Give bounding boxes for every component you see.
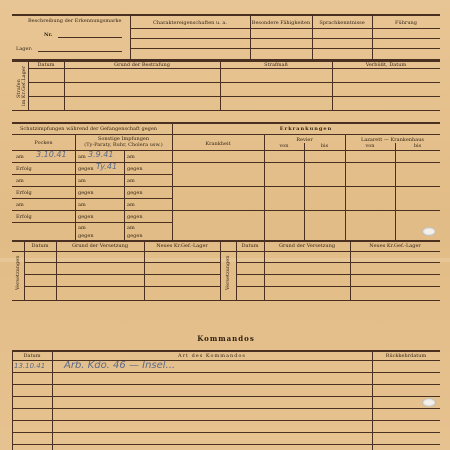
rule xyxy=(144,240,145,300)
punish-penalty-header: Strafmaß xyxy=(264,62,288,68)
rule xyxy=(24,286,220,287)
vacc-row-label: am xyxy=(16,202,24,208)
vacc-row-label: Erfolg xyxy=(16,190,32,196)
rule xyxy=(236,274,440,275)
languages-header: Sprachkenntnisse xyxy=(319,20,365,26)
rule xyxy=(236,286,440,287)
nr-label: Nr. xyxy=(44,32,53,38)
rule xyxy=(350,240,351,300)
rule xyxy=(12,408,440,409)
vacc-row-label: Erfolg xyxy=(16,214,32,220)
hospital-header: Lazarett — Krankenhaus xyxy=(361,137,424,143)
rule xyxy=(12,198,172,199)
transfer-reason-header: Grund der Versetzung xyxy=(71,243,129,249)
kommando-first-entry: Arb. Kdo. 46 — Insel... xyxy=(64,360,176,371)
vacc-other-value: 3.9.41 xyxy=(88,150,114,159)
vacc-other-prefix: gegen xyxy=(78,214,94,220)
transfer-camp-header: Neues Kr.Gef.-Lager xyxy=(156,243,208,249)
conduct-header: Führung xyxy=(395,20,417,26)
transfers-side-label-left: Versetzungen xyxy=(15,255,21,290)
vacc-right-label: am xyxy=(127,202,135,208)
kommando-first-date: 13.10.41 xyxy=(14,362,46,370)
rule xyxy=(236,240,237,300)
rule xyxy=(372,350,373,450)
rule xyxy=(124,150,125,240)
rule xyxy=(24,240,25,300)
sickbay-from: von xyxy=(279,143,289,149)
vacc-row-label: am xyxy=(16,154,24,160)
rule xyxy=(12,14,440,16)
rule xyxy=(24,274,220,275)
rule xyxy=(12,186,440,187)
vacc-other-prefix: gegen xyxy=(78,190,94,196)
kommando-return-header: Rückkehrdatum xyxy=(385,353,427,359)
vacc-other-prefix: am xyxy=(78,202,86,208)
rule xyxy=(12,396,440,397)
camp-label: Lager: xyxy=(16,46,33,52)
rule xyxy=(264,134,265,240)
punch-hole xyxy=(422,227,436,236)
rule xyxy=(28,82,440,83)
transfers-side-label-right: Versetzungen xyxy=(225,255,231,290)
punish-date-header: Datum xyxy=(37,62,55,68)
rule xyxy=(172,122,173,240)
hospital-to: bis xyxy=(413,143,422,149)
hospital-from: von xyxy=(365,143,375,149)
sickbay-to: bis xyxy=(320,143,329,149)
rule xyxy=(12,110,440,111)
rule xyxy=(12,210,440,211)
vacc-right-label: gegen xyxy=(127,166,143,172)
ident-desc-label: Beschreibung der Erkennungsmarke xyxy=(28,18,122,24)
punishments-side-label: Strafen xyxy=(16,79,22,98)
rule xyxy=(130,28,440,29)
camp-line xyxy=(38,51,122,52)
transfer-date-header: Datum xyxy=(31,243,49,249)
punish-served-header: Verbüßt, Datum xyxy=(365,62,407,68)
kommando-date-header: Datum xyxy=(23,353,41,359)
vacc-other-prefix: am xyxy=(78,178,86,184)
vacc-right-label: am xyxy=(127,154,135,160)
sickbay-header: Revier xyxy=(296,137,313,143)
vacc-row-label: am xyxy=(16,178,24,184)
illness-title: Erkrankungen xyxy=(279,126,333,132)
rule xyxy=(12,300,440,301)
abilities-header: Besondere Fähigkeiten xyxy=(251,20,311,26)
vacc-pox-date: 3.10.41 xyxy=(36,150,67,159)
vacc-title: Schutzimpfungen während der Gefangenschaft gegen xyxy=(20,126,158,132)
rule xyxy=(264,240,265,300)
rule xyxy=(12,350,440,352)
vacc-right-label: am xyxy=(127,225,135,231)
rule xyxy=(52,350,53,450)
nr-line xyxy=(58,37,122,38)
rule xyxy=(12,174,172,175)
vacc-other-prefix: am xyxy=(78,225,86,231)
vacc-other-prefix: gegen xyxy=(78,166,94,172)
rule xyxy=(12,222,172,223)
rule xyxy=(28,68,440,69)
vacc-pox-header: Pocken xyxy=(34,140,53,146)
rule xyxy=(345,134,346,240)
rule xyxy=(12,420,440,421)
rule xyxy=(304,143,305,240)
rule xyxy=(395,143,396,240)
rule xyxy=(12,134,440,135)
rule xyxy=(75,134,76,240)
vacc-other-header: Sonstige Impfungen xyxy=(97,136,150,142)
rule xyxy=(28,96,440,97)
rule xyxy=(24,262,220,263)
vacc-other-prefix: am xyxy=(78,154,86,160)
rule xyxy=(236,262,440,263)
vacc-right-label: gegen xyxy=(127,214,143,220)
rule xyxy=(56,240,57,300)
vacc-right-label: am xyxy=(127,178,135,184)
transfer-reason-header-2: Grund der Versetzung xyxy=(278,243,336,249)
illness-col-header: Krankheit xyxy=(205,141,231,147)
vacc-right-label: gegen xyxy=(127,233,143,239)
character-header: Charaktereigenschaften u. a. xyxy=(153,20,227,26)
punish-reason-header: Grund der Bestrafung xyxy=(114,62,170,68)
vacc-other-value: Ty.41 xyxy=(96,162,118,171)
vacc-right-label: gegen xyxy=(127,190,143,196)
rule xyxy=(220,240,221,300)
rule xyxy=(12,150,440,151)
vacc-row-label: Erfolg xyxy=(16,166,32,172)
rule xyxy=(12,122,440,124)
transfer-camp-header-2: Neues Kr.Gef.-Lager xyxy=(369,243,421,249)
rule xyxy=(12,162,440,163)
punishments-side-label-2: im Kr.Gef.Lager xyxy=(21,65,27,106)
rule xyxy=(12,444,440,445)
rule xyxy=(12,251,440,252)
rule xyxy=(12,240,440,242)
kommandos-title: Kommandos xyxy=(197,334,255,343)
punch-hole xyxy=(422,398,436,407)
rule xyxy=(130,48,440,49)
rule xyxy=(12,432,440,433)
vacc-other-sub: (Ty-Paraty, Ruhr, Cholera usw.) xyxy=(84,142,163,148)
rule xyxy=(130,38,440,39)
kommando-type-header: Art des Kommandos xyxy=(178,353,246,359)
transfer-date-header-2: Datum xyxy=(241,243,259,249)
rule xyxy=(12,350,13,450)
rule xyxy=(12,384,440,385)
vacc-other-prefix: gegen xyxy=(78,233,94,239)
rule xyxy=(12,372,440,373)
